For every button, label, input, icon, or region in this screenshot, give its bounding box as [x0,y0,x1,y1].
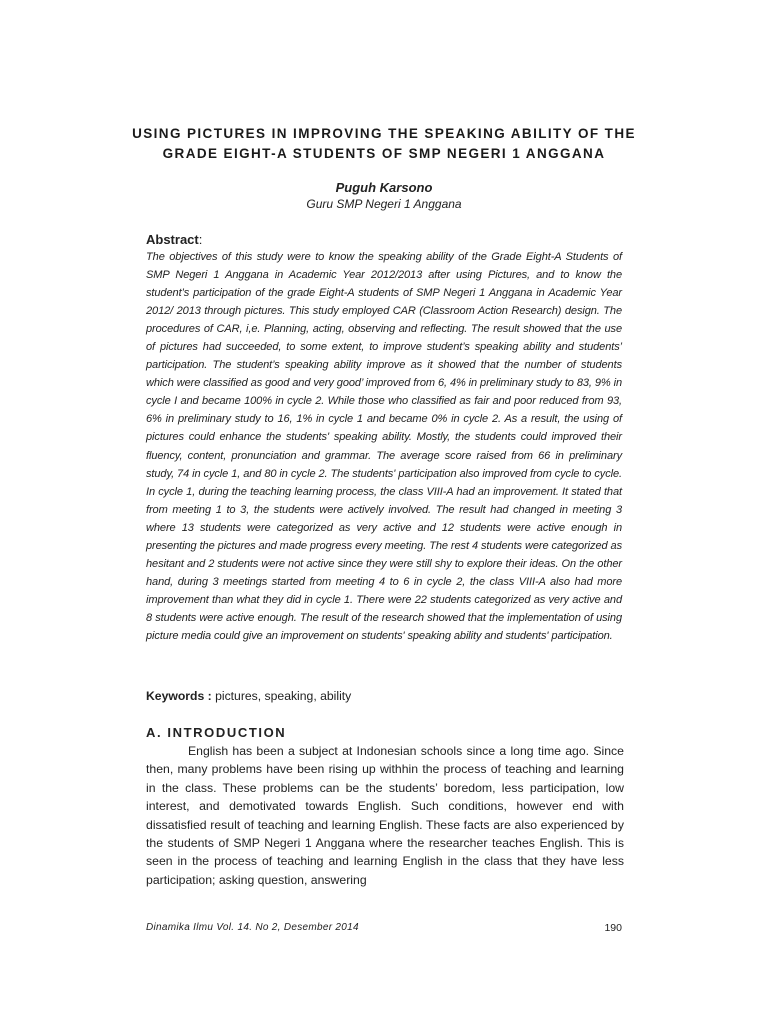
keywords-label: Keywords : [146,689,212,703]
abstract-heading [146,232,202,248]
abstract-colon: : [198,232,203,247]
keywords-line [146,688,351,704]
keywords-text: pictures, speaking, ability [215,689,352,703]
abstract-label: Abstract [146,232,199,247]
introduction-paragraph: English has been a subject at Indonesian schools since a long time ago. Since then, many problems have been rising up withhin the process of teaching and learning in the class. These problems can be the students’ boredom, less participation, low interest, and demotivated towards English. Such conditions, however end with dissatisfied result of teaching and learning English. These facts are also experienced by the students of SMP Negeri 1 Anggana where the researcher teaches English. This is seen in the process of teaching and learning English in the class that they have less participation; asking question, answering [146,744,624,887]
author-affiliation: Guru SMP Negeri 1 Anggana [306,197,462,211]
footer-journal: Dinamika Ilmu Vol. 14. No 2, Desember 2014 [146,922,359,933]
page-number: 190 [604,922,622,934]
section-heading: A. INTRODUCTION [146,725,287,740]
paper-title: USING PICTURES IN IMPROVING THE SPEAKING ABILITY OF THE GRADE EIGHT-A STUDENTS OF SMP NEGERI 1 ANGGANA [132,126,636,161]
author-name: Puguh Karsono [335,180,433,195]
abstract-text: The objectives of this study were to know the speaking ability of the Grade Eight-A Students of SMP Negeri 1 Anggana in Academic Year 2012/2013 after using Pictures, and to know the student’s participation of the grade Eight-A students of SMP Negeri 1 Anggana in Academic Year 2012/ 2013 through pictures. This study employed CAR (Classroom Action Research) design. The procedures of CAR, i,e. Planning, acting, observing and reflecting. The result showed that the use of pictures had succeeded, to some extent, to improve student’s speaking ability and students’ participation. The student’s speaking ability improve as it showed that the number of students which were classified as good and very good’ improved from 6, 4% in preliminary study to 83, 9% in cycle I and became 100% in cycle 2. While those who classified as fair and poor reduced from 93, 6% in preliminary study to 16, 1% in cycle 1 and became 0% in cycle 2. As a result, the using of pictures could enhance the students' speaking ability. Mostly, the students could improved their fluency, content, pronunciation and grammar. The average score raised from 66 in preliminary study, 74 in cycle 1, and 80 in cycle 2. The students' participation also improved from cycle to cycle. In cycle 1, during the teaching learning process, the class VIII-A had an improvement. It stated that from meeting 1 to 3, the students were actively involved. The result had changed in meeting 3 where 13 students were categorized as very active and 12 students were active enough in presenting the pictures and made progress every meeting. The rest 4 students were categorized as hesitant and 2 students were not active since they were still shy to explore their ideas. On the other hand, during 3 meetings started from meeting 4 to 6 in cycle 2, the class VIII-A also had more improvement than what they did in cycle 1. There were 22 students categorized as very active and 8 students were active enough. The result of the research showed that the implementation of using picture media could give an improvement on students' speaking ability and students' participation. [146,251,622,642]
